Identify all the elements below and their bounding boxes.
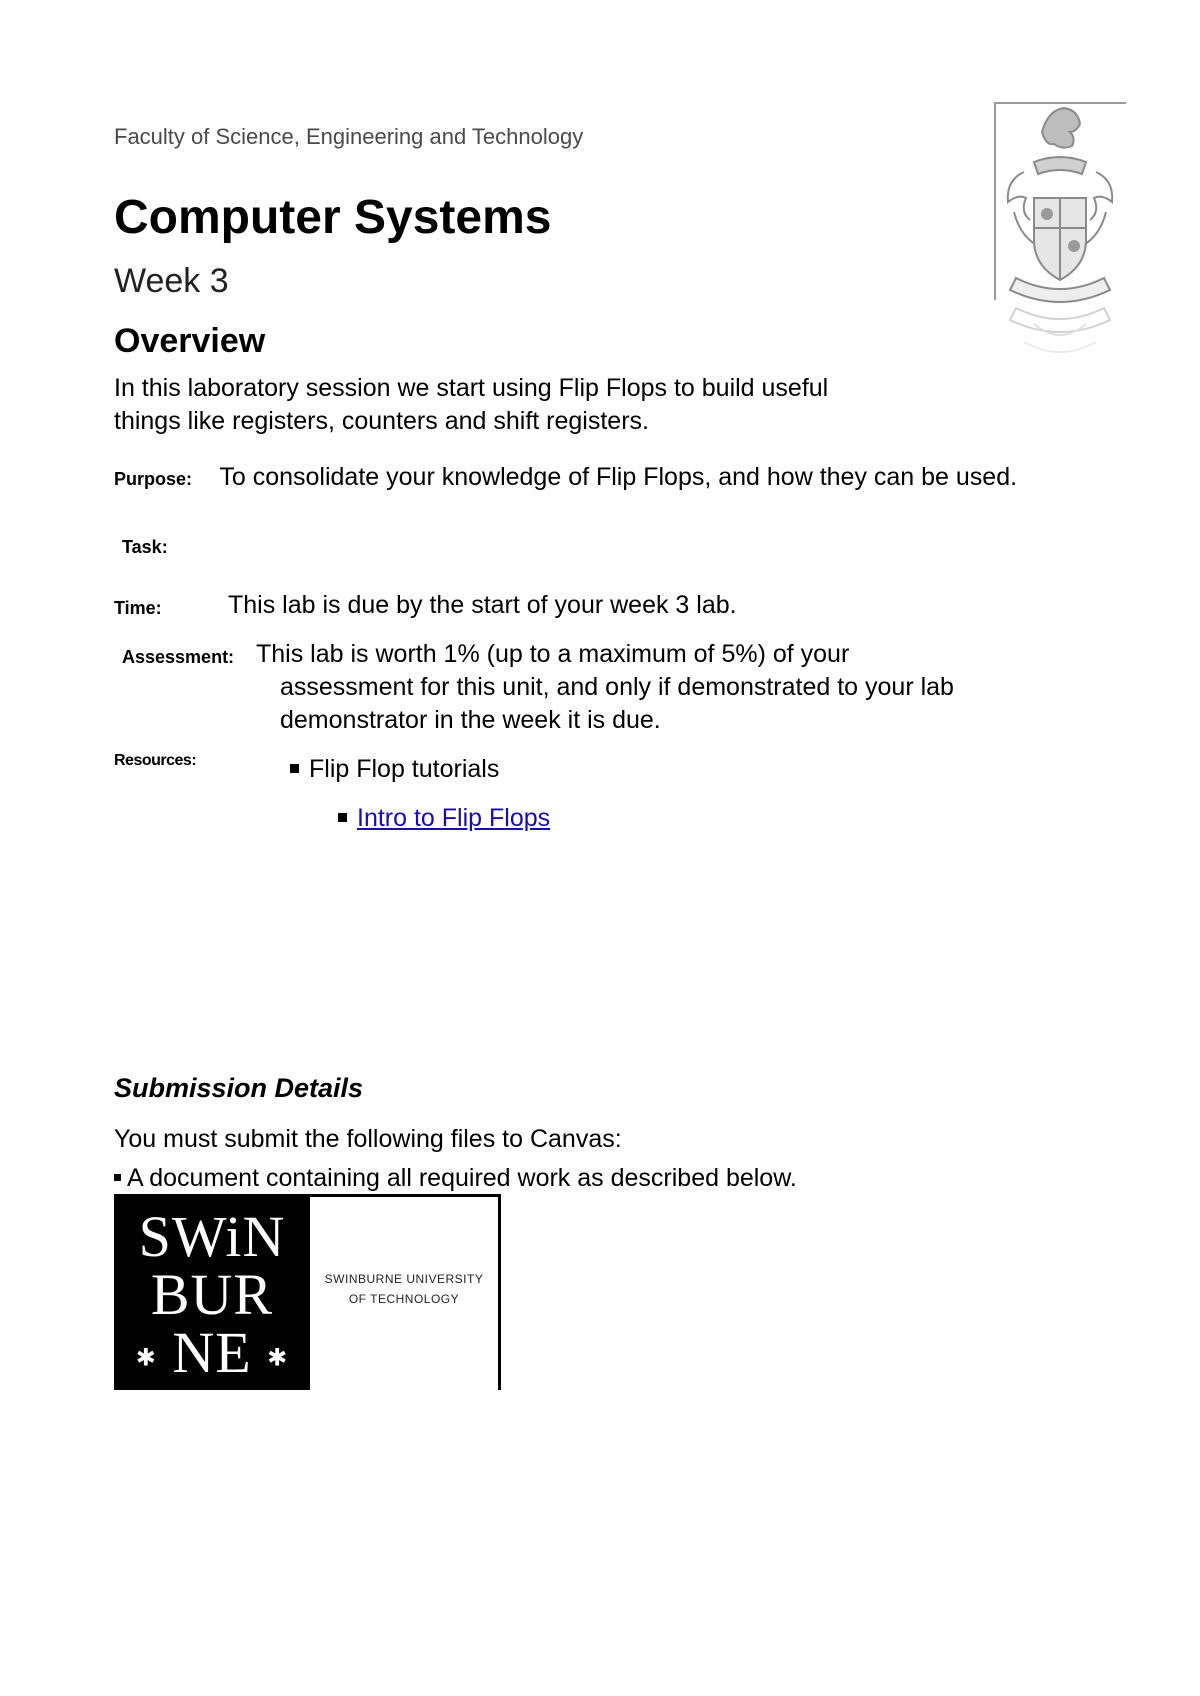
submission-item-label: A document containing all required work as described below. bbox=[127, 1164, 797, 1192]
page-title: Computer Systems bbox=[114, 191, 552, 244]
assessment-label: Assessment: bbox=[122, 647, 235, 667]
purpose-row bbox=[114, 461, 1094, 496]
overview-text bbox=[114, 372, 974, 438]
resources-label: Resources: bbox=[114, 752, 197, 769]
bullet-icon bbox=[338, 813, 347, 822]
submission-text: You must submit the following files to Canvas: bbox=[114, 1125, 622, 1153]
assessment-line-1: This lab is worth 1% (up to a maximum of 5%) of your bbox=[256, 640, 850, 668]
overview-heading: Overview bbox=[114, 322, 266, 360]
submission-list-item bbox=[114, 1162, 797, 1195]
star-icon: ✱ bbox=[267, 1345, 289, 1372]
resource-sublist-item bbox=[338, 802, 550, 835]
resource-list-item bbox=[290, 753, 499, 786]
overview-line-2: things like registers, counters and shift registers. bbox=[114, 407, 649, 435]
logo-caption-frame bbox=[310, 1194, 501, 1390]
task-label: Task: bbox=[122, 537, 168, 557]
logo-wordmark bbox=[114, 1194, 310, 1390]
assessment-line-2: assessment for this unit, and only if demonstrated to your lab bbox=[280, 673, 954, 701]
star-icon: ✱ bbox=[135, 1345, 157, 1372]
faculty-name: Faculty of Science, Engineering and Technology bbox=[114, 124, 584, 149]
week-subtitle: Week 3 bbox=[114, 262, 229, 300]
time-label: Time: bbox=[114, 598, 162, 618]
intro-to-flip-flops-link[interactable]: Intro to Flip Flops bbox=[357, 804, 551, 832]
assessment-line-3: demonstrator in the week it is due. bbox=[280, 706, 661, 734]
university-crest-icon bbox=[994, 102, 1126, 384]
logo-line-3 bbox=[114, 1320, 310, 1388]
purpose-label: Purpose: bbox=[114, 469, 193, 489]
logo-line-3-text: NE bbox=[172, 1320, 252, 1385]
time-text: This lab is due by the start of your week 3 lab. bbox=[228, 591, 737, 619]
overview-line-1: In this laboratory session we start using Flip Flops to build useful bbox=[114, 374, 829, 402]
logo-line-1: SWiN bbox=[138, 1204, 286, 1269]
submission-heading: Submission Details bbox=[114, 1073, 364, 1103]
purpose-text: To consolidate your knowledge of Flip Flops, and how they can be used. bbox=[219, 463, 1018, 491]
swinburne-logo bbox=[114, 1194, 501, 1390]
logo-line-2: BUR bbox=[150, 1262, 274, 1327]
bullet-icon bbox=[114, 1174, 121, 1181]
logo-caption-line-1: SWINBURNE UNIVERSITY bbox=[324, 1272, 484, 1286]
resource-item-label: Flip Flop tutorials bbox=[309, 755, 500, 783]
logo-caption bbox=[310, 1269, 498, 1309]
bullet-icon bbox=[290, 764, 299, 773]
assessment-text bbox=[256, 638, 1086, 737]
logo-caption-line-2: OF TECHNOLOGY bbox=[348, 1292, 460, 1306]
